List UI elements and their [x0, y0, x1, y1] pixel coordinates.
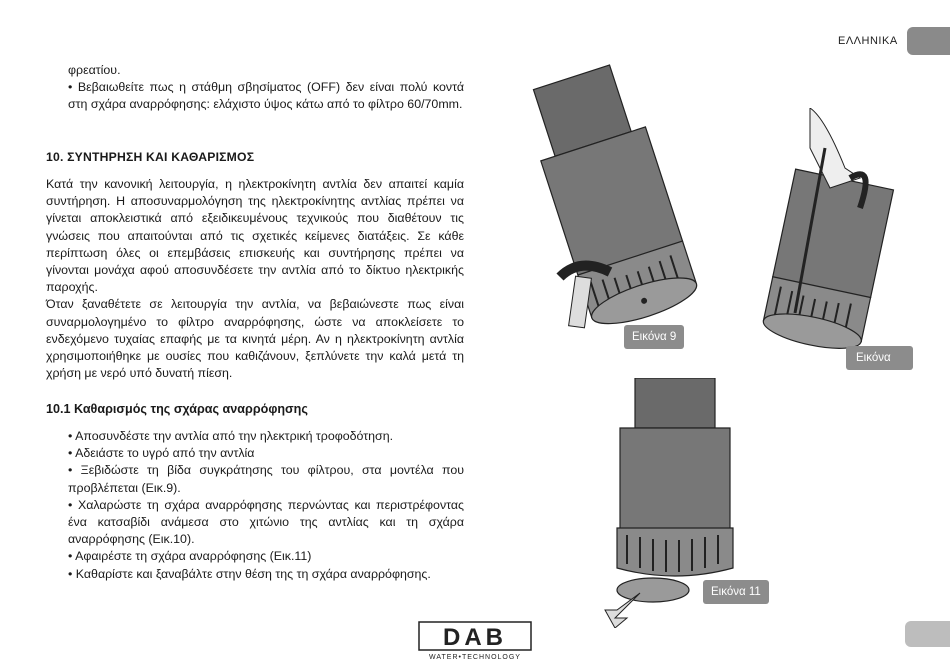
- list-item: • Αφαιρέστε τη σχάρα αναρρόφησης (Εικ.11): [68, 549, 312, 564]
- section-10-title: 10. ΣΥΝΤΗΡΗΣΗ ΚΑΙ ΚΑΘΑΡΙΣΜΟΣ: [46, 150, 255, 164]
- svg-text:WATER•TECHNOLOGY: WATER•TECHNOLOGY: [429, 654, 521, 661]
- intro-line-2: • Βεβαιωθείτε πως η στάθμη σβησίματος (OFF) δεν είναι πολύ κοντά στη σχάρα αναρρόφησης: ελάχιστο ύψος κάτω από το φίλτρο 60/70mm.: [68, 80, 464, 112]
- section-10-paragraph-2: Όταν ξαναθέτετε σε λειτουργία την αντλία, να βεβαιώνεστε πως είναι συναρμολογημένο το φίλτρο αναρρόφησης, ώστε να αποκλείσετε το ενδεχόμενο τυχαίας επαφής με τα κινητά μέρη. Αν η ηλεκτροκίνητη αντλία χρησιμοποιήθηκε με ουσίες που καθιζάνουν, ξεπλύνετε την καλά μετά τη χρήση με νερό υπό δυνατή πίεση.: [46, 297, 464, 381]
- section-10-1-title: 10.1 Καθαρισμός της σχάρας αναρρόφησης: [46, 402, 308, 416]
- cleaning-steps-list: [46, 428, 464, 583]
- list-item: • Χαλαρώστε τη σχάρα αναρρόφησης περνώντας και περιστρέφοντας ένα κατσαβίδι ανάμεσα στο χιτώνιο της αντλίας και τη σχάρα αναρρόφησης (Εικ.10).: [68, 497, 464, 547]
- figure-10-screwdriver-illustration: [750, 108, 910, 373]
- list-item: • Καθαρίστε και ξαναβάλτε στην θέση της τη σχάρα αναρρόφησης.: [68, 566, 431, 581]
- section-10-body: [46, 176, 464, 382]
- page-number-tab: [905, 621, 950, 647]
- list-item: • Αποσυνδέστε την αντλία από την ηλεκτρική τροφοδότηση.: [68, 429, 394, 443]
- list-item: • Ξεβιδώστε τη βίδα συγκράτησης του φίλτρου, στα μοντέλα που προβλέπεται (Εικ.9).: [68, 463, 464, 495]
- list-item: • Αδειάστε το υγρό από την αντλία: [68, 446, 255, 461]
- figure-10-caption: Εικόνα: [846, 346, 913, 370]
- language-label: ΕΛΛΗΝΙΚΑ: [838, 35, 898, 47]
- section-10-paragraph-1: Κατά την κανονική λειτουργία, η ηλεκτροκίνητη αντλία δεν απαιτεί καμία συντήρηση. Η αποσυναρμολόγηση της ηλεκτροκίνητης αντλίας πρέπει να γίνεται αποκλειστικά από εξειδικευμένους τεχνικούς που διαθέτουν τις γνώσεις που απαιτούνται από τις σχετικές κείμενες διατάξεις. Σε κάθε περίπτωση όλες οι επεμβάσεις επισκευής και συντήρησης πρέπει να γίνονται μονάχα αφού αποσυνδέσετε την αντλία από το δίκτυο ηλεκτρικής παροχής.: [46, 177, 464, 295]
- intro-text: [46, 62, 464, 114]
- language-tab: [907, 27, 950, 55]
- figure-11-caption: Εικόνα 11: [703, 580, 769, 604]
- figure-9-caption: Εικόνα 9: [624, 325, 684, 349]
- intro-line-1: φρεατίου.: [68, 63, 121, 77]
- svg-text:DAB: DAB: [443, 624, 507, 651]
- dab-logo: [418, 621, 532, 661]
- figure-9-pump-screw-illustration: [520, 62, 700, 362]
